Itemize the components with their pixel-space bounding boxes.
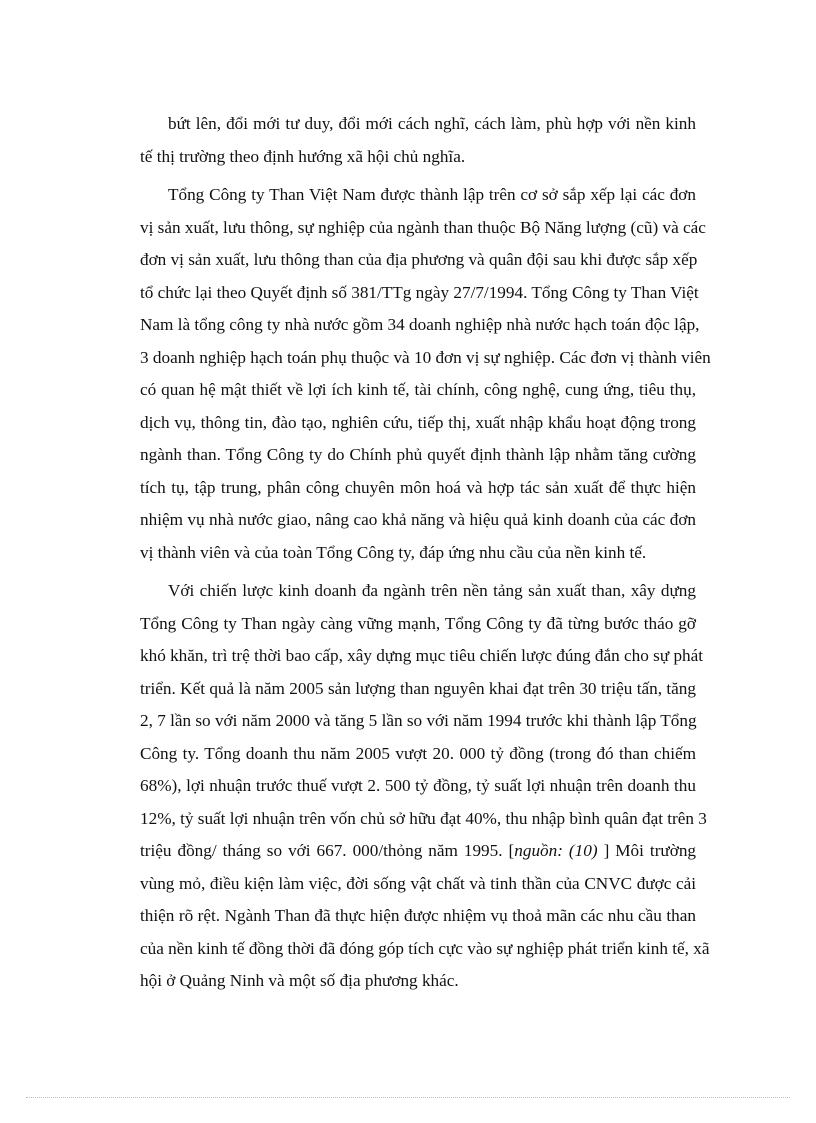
paragraph-line: dịch vụ, thông tin, đào tạo, nghiên cứu, tiếp thị, xuất nhập khẩu hoạt động trong [140, 412, 696, 432]
paragraph-1 [140, 108, 696, 173]
paragraph-line: tích tụ, tập trung, phân công chuyên môn hoá và hợp tác sản xuất để thực hiện [140, 477, 696, 497]
paragraph-line: nhiệm vụ nhà nước giao, nâng cao khả năng và hiệu quả kinh doanh của các đơn [140, 510, 696, 529]
paragraph-line: triển. Kết quả là năm 2005 sản lượng than nguyên khai đạt trên 30 triệu tấn, tăng [140, 678, 696, 698]
paragraph-3 [140, 575, 710, 998]
paragraph-line: của nền kinh tế đồng thời đã đóng góp tích cực vào sự nghiệp phát triển kinh tế, xã [140, 938, 710, 958]
paragraph-line: Với chiến lược kinh doanh đa ngành trên nền tảng sản xuất than, xây dựng [168, 581, 696, 600]
paragraph-line: 68%), lợi nhuận trước thuế vượt 2. 500 tỷ đồng, tỷ suất lợi nhuận trên doanh thu [140, 776, 696, 795]
paragraph-line: Tổng Công ty Than ngày càng vững mạnh, Tổng Công ty đã từng bước tháo gỡ [140, 613, 696, 633]
paragraph-line: hội ở Quảng Ninh và một số địa phương khác. [140, 971, 459, 990]
paragraph-line-with-source [140, 835, 696, 868]
body-text [140, 108, 711, 1004]
paragraph-line: đơn vị sản xuất, lưu thông than của địa phương và quân đội sau khi được sắp xếp [140, 250, 698, 269]
paragraph-line: khó khăn, trì trệ thời bao cấp, xây dựng mục tiêu chiến lược đúng đắn cho sự phát [140, 646, 704, 665]
paragraph-line: ngành than. Tổng Công ty do Chính phủ quyết định thành lập nhằm tăng cường [140, 445, 696, 464]
paragraph-2 [140, 179, 711, 569]
paragraph-line: thiện rõ rệt. Ngành Than đã thực hiện được nhiệm vụ thoả mãn các nhu cầu than [140, 906, 696, 925]
paragraph-line: 3 doanh nghiệp hạch toán phụ thuộc và 10 đơn vị sự nghiệp. Các đơn vị thành viên [140, 347, 711, 367]
paragraph-line: Công ty. Tổng doanh thu năm 2005 vượt 20. 000 tỷ đồng (trong đó than chiếm [140, 743, 696, 763]
line-text-before-source: triệu đồng/ tháng so với 667. 000/thỏng năm 1995. [ [140, 841, 515, 860]
paragraph-line: vị thành viên và của toàn Tổng Công ty, đáp ứng nhu cầu của nền kinh tế. [140, 542, 647, 562]
paragraph-line: 12%, tỷ suất lợi nhuận trên vốn chủ sở hữu đạt 40%, thu nhập bình quân đạt trên 3 [140, 808, 707, 828]
paragraph-line: 2, 7 lần so với năm 2000 và tăng 5 lần so với năm 1994 trước khi thành lập Tổng [140, 711, 697, 730]
paragraph-line: Nam là tổng công ty nhà nước gồm 34 doanh nghiệp nhà nước hạch toán độc lập, [140, 315, 700, 334]
source-citation: nguồn: (10) [514, 841, 598, 860]
line-text-after-source: ] Môi trường [597, 841, 697, 860]
footer-dotted-rule [26, 1097, 790, 1098]
paragraph-line: tổ chức lại theo Quyết định số 381/TTg ngày 27/7/1994. Tổng Công ty Than Việt [140, 282, 699, 302]
paragraph-line: tế thị trường theo định hướng xã hội chủ nghĩa. [140, 146, 466, 166]
paragraph-line: vùng mỏ, điều kiện làm việc, đời sống vật chất và tinh thần của CNVC được cải [140, 873, 696, 893]
paragraph-line: Tổng Công ty Than Việt Nam được thành lập trên cơ sở sắp xếp lại các đơn [168, 185, 696, 204]
paragraph-line: vị sản xuất, lưu thông, sự nghiệp của ngành than thuộc Bộ Năng lượng (cũ) và các [140, 217, 706, 237]
paragraph-line: có quan hệ mật thiết về lợi ích kinh tế, tài chính, công nghệ, cung ứng, tiêu thụ, [140, 380, 696, 399]
paragraph-line: bứt lên, đổi mới tư duy, đổi mới cách nghĩ, cách làm, phù hợp với nền kinh [168, 114, 696, 133]
